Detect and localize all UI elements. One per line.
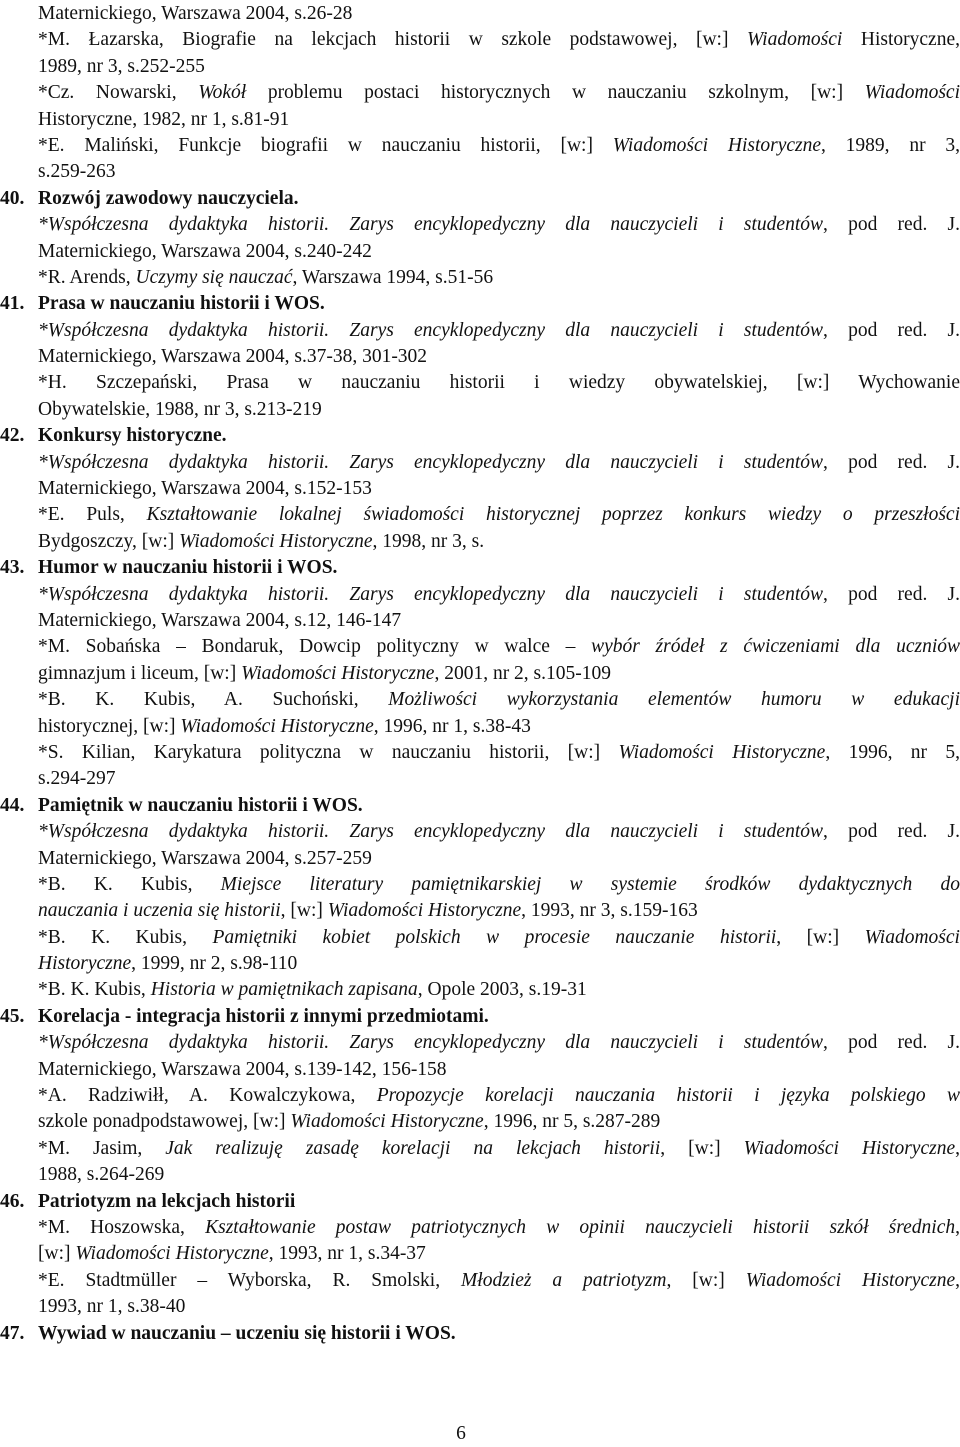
bibliography-line <box>38 1162 960 1188</box>
page-number: 6 <box>456 1423 466 1444</box>
line-text <box>38 450 960 476</box>
line-text <box>38 54 960 80</box>
text-segment: , 1999, nr 2, s.98-110 <box>131 953 298 975</box>
italic-title-segment: Wiadomości Historyczne <box>290 1111 484 1133</box>
bibliography-line <box>38 529 960 555</box>
section-title: Wywiad w nauczaniu – uczeniu się historii i WOS. <box>38 1322 456 1344</box>
italic-title-segment: Wiadomości Historyczne <box>743 1137 956 1159</box>
italic-title-segment: Kształtowanie postaw patriotycznych w opinii nauczycieli historii szkół średnich <box>205 1216 956 1238</box>
bibliography-line <box>38 107 960 133</box>
line-text <box>38 27 960 53</box>
section-number: 41. <box>0 293 25 315</box>
bibliography-line <box>38 27 960 53</box>
line-text <box>38 397 960 423</box>
section-heading <box>0 1189 960 1215</box>
text-segment: , pod red. J. <box>823 319 960 341</box>
text-segment: , pod red. J. <box>823 214 960 236</box>
document-page <box>0 1 960 1347</box>
section-title: Patriotyzm na lekcjach historii <box>38 1190 296 1212</box>
line-text <box>38 159 960 185</box>
line-text <box>38 819 960 845</box>
text-segment: szkole ponadpodstawowej, [w:] <box>38 1111 291 1133</box>
italic-title-segment: Pamiętniki kobiet polskich w procesie nauczanie historii <box>212 926 777 948</box>
text-segment: *B. K. Kubis, <box>38 873 221 895</box>
section-number: 42. <box>0 425 25 447</box>
text-segment: , 1989, nr 3, <box>821 134 960 156</box>
text-segment: , pod red. J. <box>823 583 960 605</box>
italic-title-segment: Wiadomości <box>864 926 960 948</box>
text-segment: *B. K. Kubis, A. Suchoński, <box>38 689 389 711</box>
line-text <box>38 1 960 27</box>
line-text <box>38 502 960 528</box>
line-text <box>38 476 960 502</box>
bibliography-line <box>38 1057 960 1083</box>
bibliography-line <box>38 450 960 476</box>
text-segment: problemu postaci historycznych w nauczaniu szkolnym, [w:] <box>246 82 865 104</box>
text-segment: , [w:] <box>776 926 865 948</box>
line-text <box>38 1030 960 1056</box>
text-segment: , pod red. J. <box>823 451 960 473</box>
bibliography-line <box>38 502 960 528</box>
section-number: 46. <box>0 1190 25 1212</box>
italic-title-segment: Wiadomości Historyczne <box>75 1243 269 1265</box>
text-segment: *E. Stadtmüller – Wyborska, R. Smolski, <box>38 1269 462 1291</box>
bibliography-line <box>38 1136 960 1162</box>
text-segment: s.294-297 <box>38 768 116 790</box>
text-segment: historycznej, [w:] <box>38 715 181 737</box>
text-segment: Bydgoszczy, [w:] <box>38 530 180 552</box>
text-segment: *M. Łazarska, Biografie na lekcjach historii w szkole podstawowej, [w:] <box>38 29 748 51</box>
text-segment: , 1998, nr 3, s. <box>372 530 485 552</box>
italic-title-segment: Wiadomości <box>864 82 960 104</box>
text-segment: *E. Puls, <box>38 504 147 526</box>
italic-title-segment: Wiadomości Historyczne <box>179 530 373 552</box>
section-title: Pamiętnik w nauczaniu historii i WOS. <box>38 794 363 816</box>
italic-title-segment: Możliwości wykorzystania elementów humoru w edukacji <box>388 689 960 711</box>
italic-title-segment: Młodzież a patriotyzm <box>461 1269 667 1291</box>
text-segment: *S. Kilian, Karykatura polityczna w nauczaniu historii, [w:] <box>38 741 619 763</box>
section-number: 44. <box>0 794 25 816</box>
bibliography-line <box>38 872 960 898</box>
bibliography-line <box>38 476 960 502</box>
bibliography-line <box>38 687 960 713</box>
text-segment: , Opole 2003, s.19-31 <box>417 979 587 1001</box>
line-text <box>38 80 960 106</box>
section-number: 45. <box>0 1005 25 1027</box>
section-heading <box>0 555 960 581</box>
italic-title-segment: Wokół <box>198 82 247 104</box>
italic-title-segment: Wiadomości Historyczne <box>618 741 826 763</box>
line-text <box>38 318 960 344</box>
text-segment: [w:] <box>38 1243 76 1265</box>
line-text <box>38 925 960 951</box>
italic-title-segment: *Współczesna dydaktyka historii. Zarys encyklopedyczny dla nauczycieli i studentów <box>38 214 823 236</box>
bibliography-line <box>38 634 960 660</box>
text-segment: , 1996, nr 1, s.38-43 <box>373 715 531 737</box>
text-segment: *E. Maliński, Funkcje biografii w nauczaniu historii, [w:] <box>38 134 613 156</box>
text-segment: 1989, nr 3, s.252-255 <box>38 55 205 77</box>
bibliography-line <box>38 1030 960 1056</box>
italic-title-segment: Miejsce literatury pamiętnikarskiej w systemie środków dydaktycznych do <box>220 873 960 895</box>
bibliography-line <box>38 1215 960 1241</box>
text-segment: Maternickiego, Warszawa 2004, s.257-259 <box>38 847 372 869</box>
bibliography-line <box>38 951 960 977</box>
bibliography-line <box>38 265 960 291</box>
bibliography-line <box>38 159 960 185</box>
bibliography-line <box>38 1268 960 1294</box>
bibliography-line <box>38 54 960 80</box>
italic-title-segment: Propozycje korelacji nauczania historii i języka polskiego w <box>376 1085 960 1107</box>
text-segment: , pod red. J. <box>823 1032 960 1054</box>
line-text <box>38 714 960 740</box>
italic-title-segment: Wiadomości <box>747 29 843 51</box>
text-segment: *M. Sobańska – Bondaruk, Dowcip polityczny w walce – <box>38 636 592 658</box>
line-text <box>38 1241 960 1267</box>
line-text <box>38 133 960 159</box>
text-segment: *M. Jasim, <box>38 1137 166 1159</box>
text-segment: , pod red. J. <box>823 821 960 843</box>
bibliography-line <box>38 977 960 1003</box>
italic-title-segment: Wiadomości Historyczne <box>241 662 435 684</box>
section-title: Konkursy historyczne. <box>38 425 227 447</box>
italic-title-segment: *Współczesna dydaktyka historii. Zarys encyklopedyczny dla nauczycieli i studentów <box>38 451 823 473</box>
italic-title-segment: Jak realizuję zasadę korelacji na lekcjach historii <box>165 1137 661 1159</box>
text-segment: Maternickiego, Warszawa 2004, s.152-153 <box>38 478 372 500</box>
line-text <box>38 661 960 687</box>
text-segment: , 1996, nr 5, s.287-289 <box>483 1111 661 1133</box>
section-title: Rozwój zawodowy nauczyciela. <box>38 187 299 209</box>
line-text <box>38 1215 960 1241</box>
text-segment: *R. Arends, <box>38 266 136 288</box>
italic-title-segment: nauczania i uczenia się historii <box>38 900 281 922</box>
line-text <box>38 608 960 634</box>
text-segment: , <box>955 1137 960 1159</box>
text-segment: Maternickiego, Warszawa 2004, s.240-242 <box>38 240 372 262</box>
line-text <box>38 1083 960 1109</box>
text-segment: , 1996, nr 5, <box>825 741 960 763</box>
section-heading <box>0 793 960 819</box>
line-text <box>38 846 960 872</box>
line-text <box>38 1136 960 1162</box>
bibliography-line <box>38 898 960 924</box>
text-segment: Maternickiego, Warszawa 2004, s.12, 146-147 <box>38 609 402 631</box>
section-heading <box>0 1004 960 1030</box>
italic-title-segment: Wiadomości Historyczne <box>327 900 522 922</box>
text-segment: , 1993, nr 1, s.34-37 <box>268 1243 426 1265</box>
section-number: 47. <box>0 1322 25 1344</box>
bibliography-line <box>38 608 960 634</box>
line-text <box>38 107 960 133</box>
text-segment: , <box>955 1216 960 1238</box>
line-text <box>38 634 960 660</box>
text-segment: , 2001, nr 2, s.105-109 <box>434 662 612 684</box>
text-segment: , [w:] <box>280 900 328 922</box>
bibliography-line <box>38 239 960 265</box>
text-segment: *B. K. Kubis, <box>38 926 213 948</box>
text-segment: *H. Szczepański, Prasa w nauczaniu historii i wiedzy obywatelskiej, [w:] Wychowanie <box>38 372 960 394</box>
line-text <box>38 370 960 396</box>
text-segment: *B. K. Kubis, <box>38 979 151 1001</box>
line-text <box>38 239 960 265</box>
bibliography-line <box>38 766 960 792</box>
line-text <box>38 1109 960 1135</box>
line-text <box>38 1057 960 1083</box>
text-segment: s.259-263 <box>38 161 116 183</box>
line-text <box>38 872 960 898</box>
section-heading <box>0 423 960 449</box>
bibliography-line <box>38 318 960 344</box>
italic-title-segment: Uczymy się nauczać <box>135 266 293 288</box>
bibliography-line <box>38 925 960 951</box>
italic-title-segment: Kształtowanie lokalnej świadomości historycznej poprzez konkurs wiedzy o przeszłości <box>146 504 960 526</box>
text-segment: 1993, nr 1, s.38-40 <box>38 1296 186 1318</box>
section-number: 40. <box>0 187 25 209</box>
bibliography-line <box>38 133 960 159</box>
section-title: Korelacja - integracja historii z innymi przedmiotami. <box>38 1005 489 1027</box>
text-segment: gimnazjum i liceum, [w:] <box>38 662 242 684</box>
bibliography-line <box>38 846 960 872</box>
italic-title-segment: Wiadomości Historyczne <box>612 134 822 156</box>
section-heading <box>0 186 960 212</box>
text-segment: , [w:] <box>666 1269 746 1291</box>
line-text <box>38 582 960 608</box>
text-segment: Maternickiego, Warszawa 2004, s.139-142, 156-158 <box>38 1058 447 1080</box>
text-segment: , 1993, nr 3, s.159-163 <box>521 900 698 922</box>
text-segment: , [w:] <box>660 1137 744 1159</box>
text-segment: 1988, s.264-269 <box>38 1164 165 1186</box>
text-segment: , <box>955 1269 960 1291</box>
section-title: Humor w nauczaniu historii i WOS. <box>38 557 338 579</box>
italic-title-segment: Historia w pamiętnikach zapisana <box>150 979 418 1001</box>
bibliography-line <box>38 397 960 423</box>
text-segment: *M. Hoszowska, <box>38 1216 206 1238</box>
italic-title-segment: wybór źródeł z ćwiczeniami dla uczniów <box>591 636 960 658</box>
text-segment: Historyczne, <box>842 29 960 51</box>
line-text <box>38 898 960 924</box>
line-text <box>38 740 960 766</box>
line-text <box>38 529 960 555</box>
bibliography-line <box>38 370 960 396</box>
text-segment: Maternickiego, Warszawa 2004, s.26-28 <box>38 3 353 24</box>
text-segment: Maternickiego, Warszawa 2004, s.37-38, 301-302 <box>38 346 428 368</box>
italic-title-segment: *Współczesna dydaktyka historii. Zarys encyklopedyczny dla nauczycieli i studentów <box>38 583 823 605</box>
italic-title-segment: Historyczne <box>38 953 132 975</box>
italic-title-segment: *Współczesna dydaktyka historii. Zarys encyklopedyczny dla nauczycieli i studentów <box>38 1032 823 1054</box>
line-text <box>38 212 960 238</box>
bibliography-line <box>38 1294 960 1320</box>
text-segment: Historyczne, 1982, nr 1, s.81-91 <box>38 108 290 130</box>
line-text <box>38 1294 960 1320</box>
section-title: Prasa w nauczaniu historii i WOS. <box>38 293 325 315</box>
bibliography-line <box>38 714 960 740</box>
line-text <box>38 977 960 1003</box>
section-heading <box>0 291 960 317</box>
line-text <box>38 1162 960 1188</box>
section-number: 43. <box>0 557 25 579</box>
bibliography-line <box>38 1 960 27</box>
bibliography-line <box>38 344 960 370</box>
section-heading <box>0 1321 960 1347</box>
text-segment: *A. Radziwiłł, A. Kowalczykowa, <box>38 1085 377 1107</box>
bibliography-line <box>38 582 960 608</box>
italic-title-segment: Wiadomości Historyczne <box>745 1269 956 1291</box>
bibliography-line <box>38 819 960 845</box>
bibliography-line <box>38 740 960 766</box>
text-segment: , Warszawa 1994, s.51-56 <box>292 266 494 288</box>
line-text <box>38 265 960 291</box>
italic-title-segment: Wiadomości Historyczne <box>180 715 374 737</box>
line-text <box>38 687 960 713</box>
bibliography-line <box>38 1083 960 1109</box>
bibliography-line <box>38 212 960 238</box>
bibliography-line <box>38 661 960 687</box>
italic-title-segment: *Współczesna dydaktyka historii. Zarys encyklopedyczny dla nauczycieli i studentów <box>38 821 823 843</box>
line-text <box>38 766 960 792</box>
line-text <box>38 951 960 977</box>
text-segment: Obywatelskie, 1988, nr 3, s.213-219 <box>38 398 322 420</box>
bibliography-line <box>38 1109 960 1135</box>
line-text <box>38 1268 960 1294</box>
bibliography-line <box>38 80 960 106</box>
line-text <box>38 344 960 370</box>
italic-title-segment: *Współczesna dydaktyka historii. Zarys encyklopedyczny dla nauczycieli i studentów <box>38 319 823 341</box>
bibliography-line <box>38 1241 960 1267</box>
text-segment: *Cz. Nowarski, <box>38 82 199 104</box>
